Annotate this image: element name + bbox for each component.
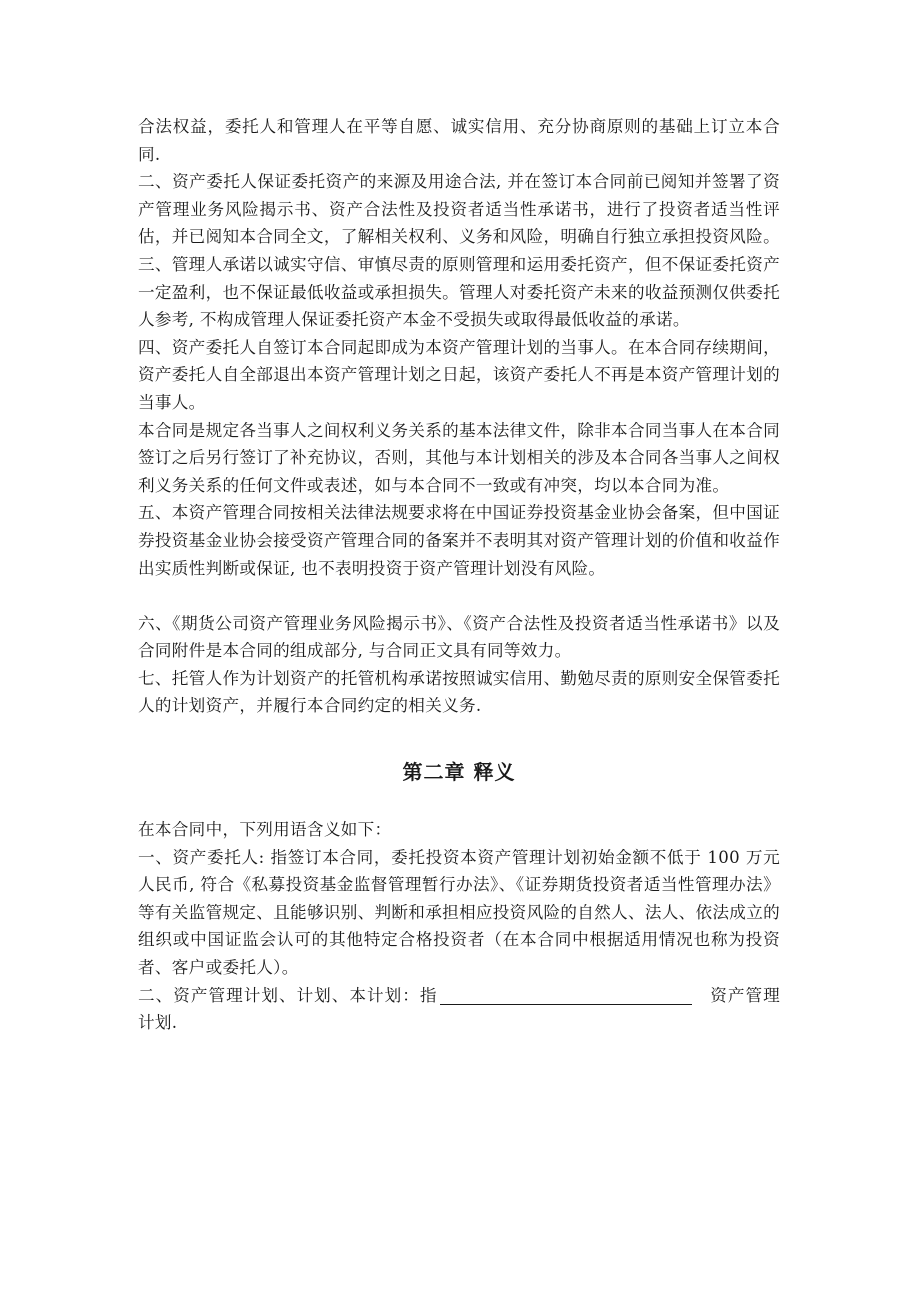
paragraph-rights-intro: 合法权益，委托人和管理人在平等自愿、诚实信用、充分协商原则的基础上订立本合同. [138, 117, 780, 164]
chapter-title: 第二章 释义 [402, 760, 516, 785]
contract-body [138, 113, 780, 1037]
paragraph-legal-basis: 本合同是规定各当事人之间权利义务关系的基本法律文件，除非本合同当事人在本合同签订之后另行签订了补充协议，否则，其他与本计划相关的涉及本合同各当事人之间权利义务关系的任何文件或表述，如与本合同不一致或有冲突，均以本合同为准。 [138, 420, 780, 495]
definition-investor: 一、资产委托人: 指签订本合同，委托投资本资产管理计划初始金额不低于 100 万元人民币, 符合《私募投资基金监督管理暂行办法》、《证券期货投资者适当性管理办法》等有关监管规定、且能够识别、判断和承担相应投资风险的自然人、法人、依法成立的组织或中国证监会认可的其他特定合格投资者（在本合同中根据适用情况也称为投资者、客户或委托人）。 [138, 847, 780, 978]
paragraph-clause-5: 五、本资产管理合同按相关法律法规要求将在中国证券投资基金业协会备案，但中国证券投资基金业协会接受资产管理合同的备案并不表明其对资产管理计划的价值和收益作出实质性判断或保证, 也不表明投资于资产管理计划没有风险。 [138, 503, 780, 578]
paragraph-clause-7: 七、托管人作为计划资产的托管机构承诺按照诚实信用、勤勉尽责的原则安全保管委托人的计划资产，并履行本合同约定的相关义务. [138, 668, 780, 716]
definition-plan-suffix: 资产管理计划. [138, 985, 780, 1033]
definitions-intro: 在本合同中，下列用语含义如下： [138, 820, 392, 840]
paragraph-clause-3: 三、管理人承诺以诚实守信、审慎尽责的原则管理和运用委托资产，但不保证委托资产一定盈利，也不保证最低收益或承担损失。管理人对委托资产未来的收益预测仅供委托人参考, 不构成管理人保证委托资产本金不受损失或取得最低收益的承诺。 [138, 254, 780, 330]
definition-plan-prefix: 二、资产管理计划、计划、本计划：指 [138, 985, 438, 1005]
paragraph-clause-6: 六、《期货公司资产管理业务风险揭示书》、《资产合法性及投资者适当性承诺书》以及合同附件是本合同的组成部分, 与合同正文具有同等效力。 [138, 613, 780, 661]
definition-plan [138, 982, 780, 1037]
paragraph-clause-4: 四、资产委托人自签订本合同起即成为本资产管理计划的当事人。在本合同存续期间，资产委托人自全部退出本资产管理计划之日起，该资产委托人不再是本资产管理计划的当事人。 [138, 337, 780, 412]
paragraph-clause-2: 二、资产委托人保证委托资产的来源及用途合法, 并在签订本合同前已阅知并签署了资产管理业务风险揭示书、资产合法性及投资者适当性承诺书，进行了投资者适当性评估，并已阅知本合同全文，了解相关权利、义务和风险，明确自行独立承担投资风险。 [138, 172, 780, 247]
paragraph-spacer [138, 582, 780, 610]
plan-name-blank [440, 986, 692, 1005]
